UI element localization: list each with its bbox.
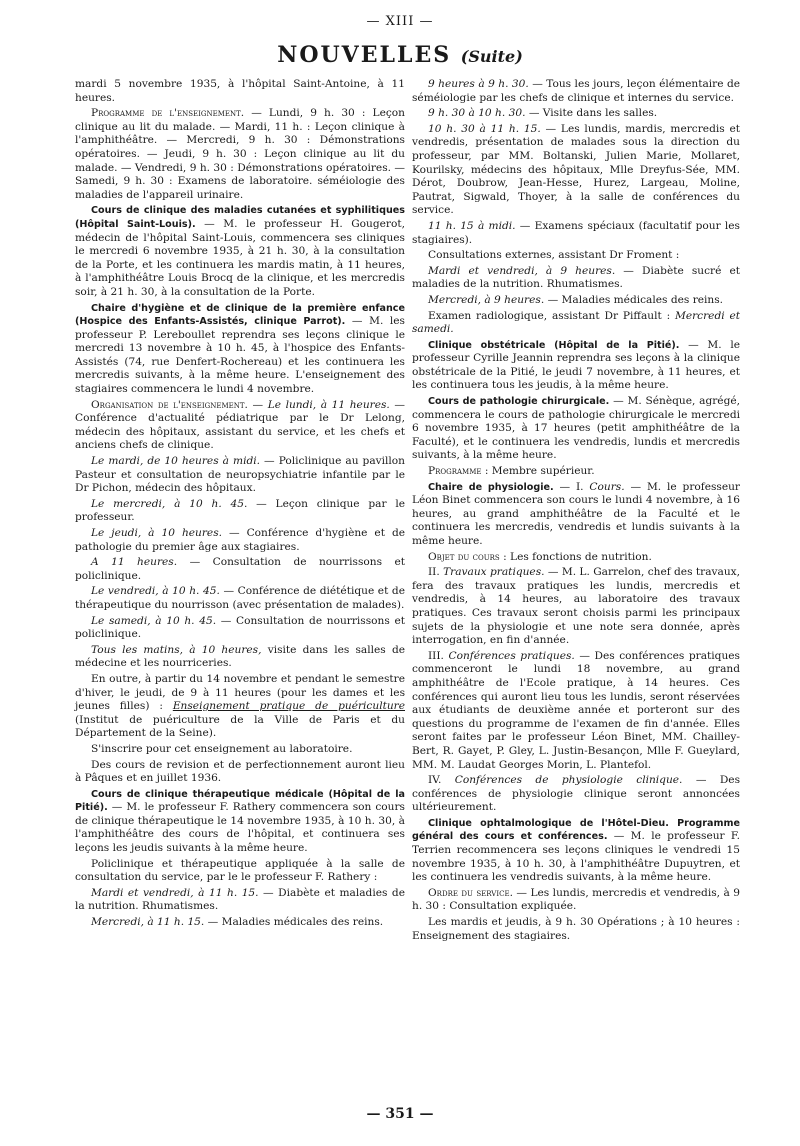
paragraph bbox=[412, 817, 740, 885]
text-run: Des cours de revision et de perfectionnement auront lieu à Pâques et en juillet 1936. bbox=[75, 758, 405, 785]
paragraph bbox=[412, 294, 740, 308]
text-run: Clinique obstétricale (Hôpital de la Pitié). bbox=[428, 339, 680, 351]
text-run: — Leçon clinique par le professeur. bbox=[75, 497, 405, 524]
paragraph bbox=[75, 759, 405, 786]
paragraph bbox=[412, 650, 740, 772]
text-run: Cours de clinique thérapeutique médicale (Hôpital de la Pitié). bbox=[75, 788, 405, 814]
text-run: — Maladies médicales des reins. bbox=[544, 293, 724, 306]
paragraph bbox=[75, 498, 405, 525]
paragraph bbox=[75, 585, 405, 612]
text-run: Cours. bbox=[589, 480, 625, 493]
text-run: A 11 heures. bbox=[91, 556, 178, 569]
text-run: Le vendredi, à 10 h. 45. bbox=[91, 585, 220, 598]
text-run: IV. bbox=[428, 774, 455, 787]
text-run: Conférences de physiologie clinique. bbox=[454, 774, 683, 787]
section-title bbox=[0, 42, 800, 68]
text-run: Mardi et vendredi, à 11 h. 15. bbox=[91, 886, 259, 899]
text-run: Programme de l'enseignement. bbox=[91, 107, 245, 120]
text-run: — Tous les jours, leçon élémentaire de séméiologie par les chefs de clinique et internes du service. bbox=[412, 78, 740, 104]
text-run: — Des conférences de physiologie clinique seront annoncées ultérieurement. bbox=[412, 774, 741, 814]
paragraph bbox=[412, 481, 740, 549]
text-run: — Maladies médicales des reins. bbox=[204, 916, 384, 929]
text-run: 9 heures à 9 h. 30. bbox=[428, 78, 529, 90]
text-run: Consultations externes, assistant Dr Froment : bbox=[428, 249, 680, 262]
text-run: Programme bbox=[428, 465, 482, 478]
text-run: III. bbox=[428, 649, 449, 662]
paragraph bbox=[75, 644, 405, 671]
page-roman-numeral: — XIII — bbox=[366, 14, 434, 29]
text-run: — M. le professeur Cyrille Jeannin reprendra ses leçons à la clinique obstétricale de la Pitié, le jeudi 7 novembre, à 11 heures, et les continuera tous les jeudis, à la même heure. bbox=[412, 338, 740, 392]
text-run: — M. Sénèque, agrégé, commencera le cours de pathologie chirurgicale le mercredi 6 novembre 1935, à 17 heures (petit amphithéâtre de la Faculté), et le continuera les vendredis, lundis et mercredis suivants, à la même heure. bbox=[412, 395, 740, 462]
paragraph bbox=[75, 527, 405, 554]
text-run: Mercredi, à 11 h. 15. bbox=[91, 916, 205, 929]
text-run: — Lundi, 9 h. 30 : Leçon clinique au lit du malade. — Mardi, 11 h. : Leçon clinique à l'amphithéâtre. — Mercredi, 9 h. 30 : Démonstrations opératoires. — Jeudi, 9 h. 30 : Leçon clinique au lit du malade. — Vendredi, 9 h. 30 : Démonstrations opératoires. — Samedi, 9 h. 30 : Examens de laboratoire. séméiologie des maladies de l'appareil urinaire. bbox=[75, 107, 405, 201]
text-run: Les mardis et jeudis, à 9 h. 30 Opérations ; à 10 heures : Enseignement des stagiaires. bbox=[412, 916, 740, 942]
text-run: : Les fonctions de nutrition. bbox=[499, 550, 652, 563]
page-number: — 351 — bbox=[366, 1106, 434, 1122]
paragraph bbox=[412, 310, 740, 337]
text-run: Tous les matins, à 10 heures, bbox=[91, 643, 262, 656]
paragraph bbox=[75, 107, 405, 202]
text-run: — Conférence d'actualité pédiatrique par le Dr Lelong, médecin des hôpitaux, assistant du service, et les chefs et anciens chefs de clinique. bbox=[75, 398, 405, 452]
paragraph bbox=[412, 916, 740, 943]
text-run: En outre, à partir du 14 novembre et pendant le semestre d'hiver, le jeudi, de 9 à 11 heures (pour les dames et les jeunes filles) : bbox=[75, 672, 405, 713]
text-run: — bbox=[247, 398, 268, 411]
text-run: Chaire de physiologie. bbox=[428, 481, 554, 493]
text-run: Objet du cours bbox=[428, 550, 500, 563]
text-run: — M. L. Garrelon, chef des travaux, fera des travaux pratiques les lundis, mercredis et vendredis, à 14 heures, au laboratoire des travaux pratiques. Ces travaux seront choisis parmi les principaux sujets de la physiologie et une note sera donnée, après interrogation, en fin d'année. bbox=[412, 566, 740, 647]
text-run: 11 h. 15 à midi. bbox=[428, 219, 516, 232]
text-run: Clinique ophtalmologique de l'Hôtel-Dieu. Programme général des cours et conférences. bbox=[412, 817, 740, 843]
text-run: — Des conférences pratiques commenceront le lundi 18 novembre, au grand amphithéâtre de l'Ecole pratique, à 14 heures. Ces conférences qui auront lieu tous les lundis, seront réservées aux étudiants de deuxième année et porteront sur des questions du programme de l'examen de fin d'année. Elles seront faites par le professeur Léon Binet, MM. Chailley-Bert, R. Gayet, P. Gley, L. Justin-Besançon, Mlle F. Gueylard, MM. M. Laudat Georges Morin, L. Plantefol. bbox=[412, 649, 740, 771]
text-run: — Diabète et maladies de la nutrition. Rhumatismes. bbox=[75, 886, 405, 913]
text-run: — Diabète sucré et maladies de la nutrition. Rhumatismes. bbox=[412, 264, 740, 291]
paragraph bbox=[75, 673, 405, 741]
paragraph bbox=[412, 395, 740, 463]
text-run: Mardi et vendredi, à 9 heures. bbox=[428, 264, 616, 277]
text-run: S'inscrire pour cet enseignement au laboratoire. bbox=[91, 742, 353, 755]
title-suite: (Suite) bbox=[460, 47, 523, 66]
text-run: Travaux pratiques. bbox=[443, 566, 545, 579]
paragraph bbox=[75, 788, 405, 856]
text-run: — M. le professeur F. Rathery commencera son cours de clinique thérapeutique le 14 novembre 1935, à 10 h. 30, à l'amphithéâtre des cours de l'hôpital, et continuera ses leçons les jeudis suivants à la même heure. bbox=[75, 801, 405, 855]
text-run: — I. bbox=[553, 480, 590, 493]
text-run: Ordre du service. bbox=[428, 886, 513, 899]
text-run: — Policlinique au pavillon Pasteur et consultation de neuropsychiatrie infantile par le Dr Pichon, médecin des hôpitaux. bbox=[75, 455, 405, 495]
text-run: — Conférence d'hygiène et de pathologie du premier âge aux stagiaires. bbox=[75, 527, 405, 553]
paragraph bbox=[75, 302, 405, 397]
paragraph bbox=[75, 399, 405, 453]
text-run: Cours de pathologie chirurgicale. bbox=[428, 396, 610, 408]
text-run: — Les lundis, mercredis et vendredis, à 9 h. 30 : Consultation expliquée. bbox=[412, 886, 740, 913]
text-run: Policlinique et thérapeutique appliquée à la salle de consultation du service, par le le professeur F. Rathery : bbox=[75, 857, 405, 884]
text-run: Chaire d'hygiène et de clinique de la première enfance (Hospice des Enfants-Assistés, clinique Parrot). bbox=[75, 302, 405, 328]
paragraph bbox=[412, 774, 740, 815]
paragraph bbox=[412, 887, 740, 914]
text-run: mardi 5 novembre 1935, à l'hôpital Saint-Antoine, à 11 heures. bbox=[75, 78, 405, 104]
text-run: Organisation de l'enseignement. bbox=[91, 398, 248, 411]
paragraph bbox=[412, 123, 740, 218]
paragraph bbox=[75, 916, 405, 930]
paragraph bbox=[412, 78, 740, 105]
paragraph bbox=[412, 107, 740, 121]
text-run: Le lundi, à 11 heures. bbox=[267, 398, 390, 411]
paragraph bbox=[75, 887, 405, 914]
text-run: Conférences pratiques. bbox=[448, 649, 575, 662]
text-run: — Visite dans les salles. bbox=[525, 107, 658, 120]
paragraph bbox=[75, 455, 405, 496]
paragraph bbox=[75, 743, 405, 757]
text-run: — M. le professeur F. Terrien recommencera ses leçons cliniques le vendredi 15 novembre 1935, à 10 h. 30, à l'amphithéâtre Dupuytren, et les continuera les vendredis suivants, à la même heure. bbox=[412, 830, 740, 884]
text-run: — Conférence de diététique et de thérapeutique du nourrisson (avec présentation de malades). bbox=[75, 585, 405, 611]
text-run: (Institut de puériculture de la Ville de Paris et du Département de la Seine). bbox=[75, 713, 405, 740]
text-run: Le mardi, de 10 heures à midi. bbox=[91, 455, 261, 468]
text-run: Mercredi et samedi. bbox=[412, 309, 740, 336]
paragraph bbox=[412, 465, 740, 479]
text-run: visite dans les salles de médecine et les nourriceries. bbox=[75, 643, 405, 670]
title-main: NOUVELLES bbox=[277, 42, 452, 68]
left-column bbox=[75, 78, 405, 932]
text-run: — Les lundis, mardis, mercredis et vendredis, présentation de malades sous la direction du professeur, par MM. Boltanski, Julien Marie, Mollaret, Kourilsky, médecins des hôpitaux, Mlle Dreyfus-Sée, MM. Dérot, Doubrow, Jean-Hesse, Hurez, Largeau, Moline, Pautrat, Sigwald, Thoyer, à la salle de conférences du service. bbox=[412, 122, 740, 217]
text-run: Enseignement pratique de puériculture bbox=[172, 700, 405, 713]
paragraph bbox=[75, 615, 405, 642]
paragraph bbox=[412, 339, 740, 393]
paragraph bbox=[412, 566, 740, 648]
paragraph bbox=[75, 556, 405, 583]
text-run: — Consultation de nourrissons et policlinique. bbox=[75, 614, 405, 641]
text-run: Mercredi, à 9 heures. bbox=[428, 293, 545, 306]
text-run: — M. le professeur H. Gougerot, médecin de l'hôpital Saint-Louis, commencera ses cliniques le mercredi 6 novembre 1935, à 21 h. 30, à la consultation de la Porte, et les continuera les mardis matin, à 11 heures, à l'amphithéâtre Louis Brocq de la clinique, et les mercredis soir, à 21 h. 30, à la consultation de la Porte. bbox=[75, 217, 405, 298]
right-column bbox=[412, 78, 740, 945]
text-run: — M. les professeur P. Lereboullet reprendra ses leçons clinique le mercredi 13 novembre à 10 h. 45, à l'hospice des Enfants-Assistés (74, rue Denfert-Rochereau) et les continuera les mercredis suivants, à la même heure. L'enseignement des stagiaires commencera le lundi 4 novembre. bbox=[75, 315, 405, 396]
paragraph bbox=[412, 249, 740, 263]
text-run: Le jeudi, à 10 heures. bbox=[91, 527, 223, 539]
text-run: II. bbox=[428, 566, 444, 579]
text-run: — Examens spéciaux (facultatif pour les stagiaires). bbox=[412, 219, 740, 246]
text-run: — M. le professeur Léon Binet commencera son cours le lundi 4 novembre, à 16 heures, au grand amphithéâtre de la Faculté et le continuera les mercredis, vendredis et lundis suivants à la même heure. bbox=[412, 480, 740, 547]
text-run: — Consultation de nourrissons et policlinique. bbox=[75, 556, 405, 582]
text-run: Cours de clinique des maladies cutanées et syphilitiques (Hôpital Saint-Louis). bbox=[75, 205, 405, 230]
text-run: Le mercredi, à 10 h. 45. bbox=[91, 497, 248, 510]
text-run: Examen radiologique, assistant Dr Piffault : bbox=[428, 309, 675, 322]
text-run: 9 h. 30 à 10 h. 30. bbox=[428, 107, 526, 120]
paragraph bbox=[412, 265, 740, 292]
text-run: : Membre supérieur. bbox=[481, 465, 595, 478]
text-run: 10 h. 30 à 11 h. 15. bbox=[428, 122, 541, 135]
paragraph bbox=[75, 858, 405, 885]
paragraph bbox=[412, 551, 740, 565]
text-run: Le samedi, à 10 h. 45. bbox=[91, 614, 217, 627]
paragraph bbox=[75, 78, 405, 105]
paragraph bbox=[75, 204, 405, 299]
paragraph bbox=[412, 220, 740, 247]
